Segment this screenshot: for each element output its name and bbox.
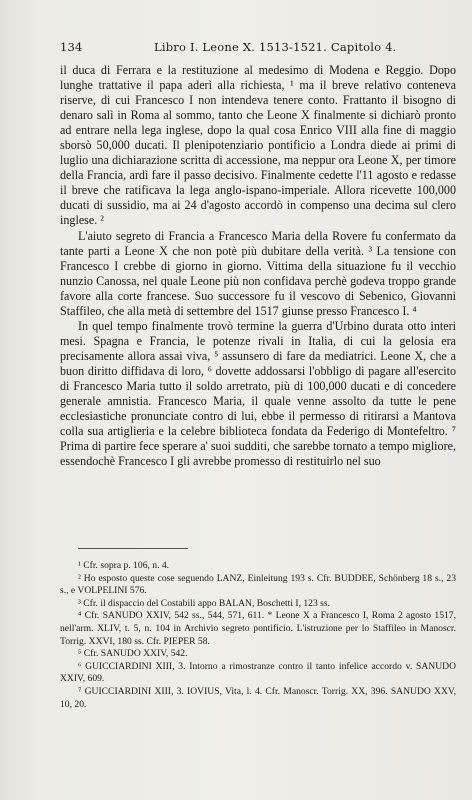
paragraph: In quel tempo finalmente trovò termine la guerra d'Urbino durata otto interi mesi. Spagna e Francia, le potenze rivali in Italia, di cui la gelosia era precisamente allora assai viva, ⁵ assunsero di fare da mediatrici. Leone X, che a buon diritto diffidava di loro, ⁶ dovette addossarsi l'obbligo di pagare all'esercito di Francesco Maria tutto il soldo arretrato, più di 100,000 ducati e di concedere generale amnistia. Francesco Maria, il quale venne assolto da tutte le pene ecclesiastiche pronunciate contro di lui, ebbe il permesso di ritirarsi a Mantova colla sua artiglieria e la celebre biblioteca fondata da Federigo di Montefeltro. ⁷ Prima di partire fece sperare a' suoi sudditi, che sarebbe tornato a tempo migliore, essendochè Francesco I gli avrebbe promesso di restituirlo nel suo	[60, 318, 456, 469]
footnote: ¹ Cfr. sopra p. 106, n. 4.	[78, 560, 170, 571]
page-number: 134	[60, 40, 83, 54]
paragraph: il duca di Ferrara e la restituzione al medesimo di Modena e Reggio. Dopo lunghe trattative il papa aderì alla richiesta, ¹ ma il breve relativo conteneva riserve, di cui Francesco I non intendeva tenere conto. Frattanto il bisogno di denaro salì in Roma al sommo, tanto che Leone X finalmente si dichiarò pronto ad entrare nella lega inglese, dopo la qual cosa Enrico VIII alla fine di maggio sborsò 50,000 ducati. Il plenipotenziario pontificio a Londra diede ai primi di luglio una dichiarazione scritta di accessione, ma neppur ora Leone X, per timore della Francia, ardì fare il passo decisivo. Finalmente cedette l'11 agosto e redasse il breve che ratificava la lega anglo-ispano-imperiale. Allora ricevette 100,000 ducati di sussidio, ma ai 24 d'agosto accordò in compenso una decima sul clero inglese. ²	[60, 63, 456, 228]
running-title: Libro I. Leone X. 1513-1521. Capitolo 4.	[154, 40, 397, 54]
footnote-separator	[78, 548, 188, 549]
footnotes	[60, 560, 456, 711]
footnote: ⁵ Cfr. SANUDO XXIV, 542.	[78, 648, 188, 660]
footnote: ⁷ GUICCIARDINI XIII, 3. IOVIUS, Vita, l. 4. Cfr. Manoscr. Torrig. XX, 396. SANUDO XXV, 10, 20.	[60, 685, 456, 710]
main-text	[60, 63, 456, 469]
footnote: ³ Cfr. il dispaccio del Costabili appo BALAN, Boschetti I, 123 ss.	[78, 597, 331, 609]
footnote: ² Ho esposto queste cose seguendo LANZ, Einleitung 193 s. Cfr. BUDDEE, Schönberg 18 s., 23 s., e VOLPELINI 576.	[60, 572, 456, 597]
footnote: ⁴ Cfr. SANUDO XXIV, 542 ss., 544, 571, 611. * Leone X a Francesco I, Roma 2 agosto 1517, nell'arm. XLIV, t. 5, n. 104 in Archivio segreto pontificio. L'istruzione per lo Staffileo in Manoscr. Torrig. XXVI, 180 ss. Cfr. PIEPER 58.	[60, 610, 456, 647]
footnote: ⁶ GUICCIARDINI XIII, 3. Intorno a rimostranze contro il tanto infelice accordo v. SANUDO XXIV, 609.	[60, 660, 456, 685]
paragraph: L'aiuto segreto di Francia a Francesco Maria della Rovere fu confermato da tante parti a Leone X che non potè più dubitare della verità. ³ La tensione con Francesco I crebbe di giorno in giorno. Vittima della situazione fu il vecchio nunzio Canossa, nel quale Leone più non confidava perchè godeva troppo grande favore alla corte francese. Suo successore fu il vescovo di Sebenico, Giovanni Staffileo, che alla metà di settembre del 1517 giunse presso Francesco I. ⁴	[60, 228, 456, 318]
running-header	[60, 40, 455, 56]
